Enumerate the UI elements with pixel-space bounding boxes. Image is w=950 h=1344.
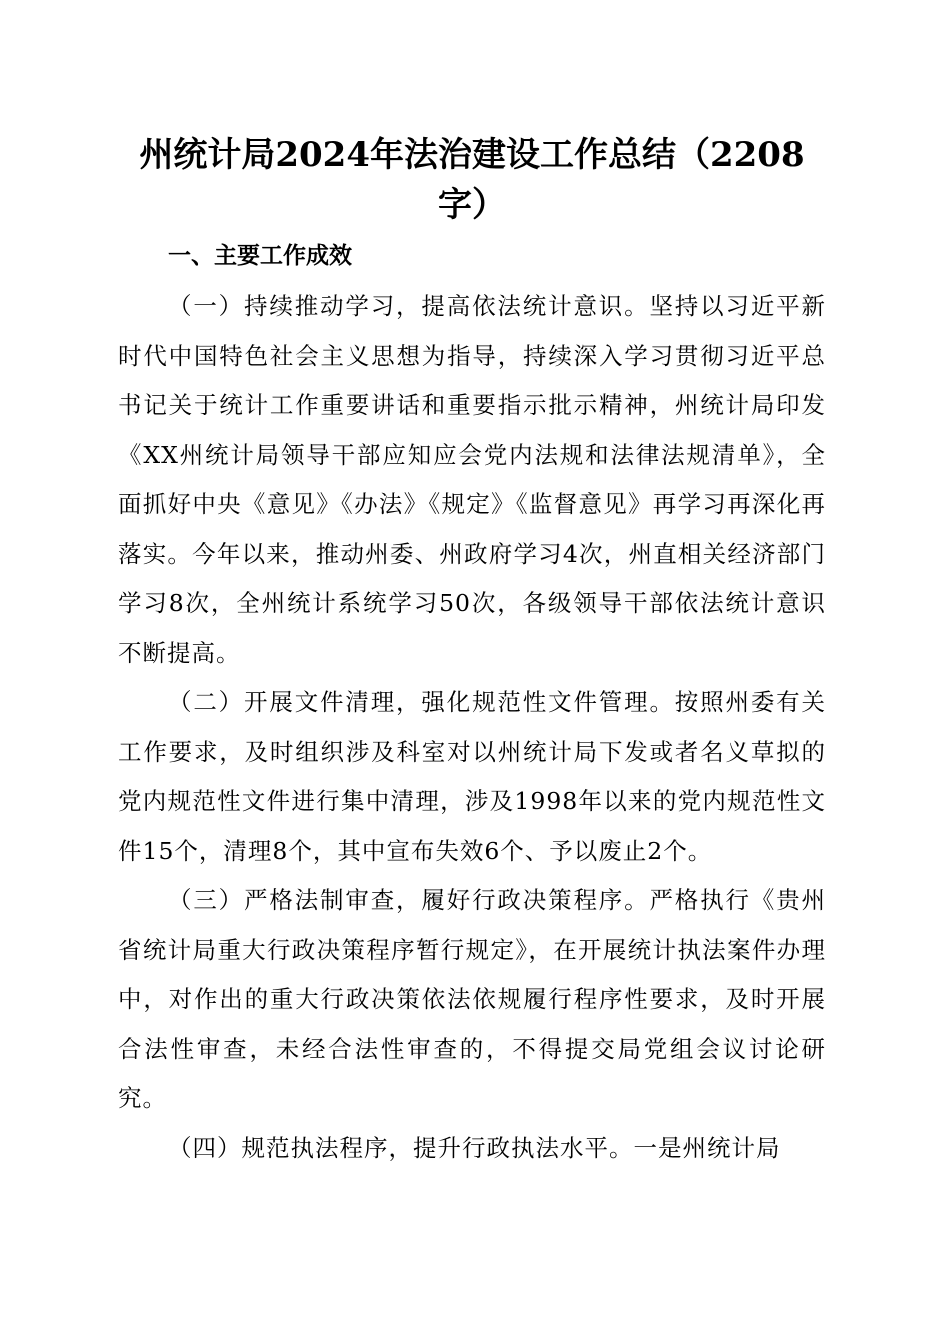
document-title: 州统计局2024年法治建设工作总结（2208字） [139, 135, 805, 225]
section-heading: 一、主要工作成效 [168, 243, 352, 269]
paragraph-1: （一）持续推动学习，提高依法统计意识。坚持以习近平新时代中国特色社会主义思想为指导，持续深入学习贯彻习近平总书记关于统计工作重要讲话和重要指示批示精神，州统计局印发《XX州统计局领导干部应知应会党内法规和法律法规清单》，全面抓好中央《意见》《办法》《规定》《监督意见》再学习再深化再落实。今年以来，推动州委、州政府学习4次，州直相关经济部门学习8次，全州统计系统学习50次，各级领导干部依法统计意识不断提高。 [118, 292, 826, 667]
document-page [118, 130, 826, 1173]
paragraph-4: （四）规范执法程序，提升行政执法水平。一是州统计局 [168, 1133, 781, 1162]
paragraph-3: （三）严格法制审查，履好行政决策程序。严格执行《贵州省统计局重大行政决策程序暂行规定》，在开展统计执法案件办理中，对作出的重大行政决策依法依规履行程序性要求，及时开展合法性审查，未经合法性审查的，不得提交局党组会议讨论研究。 [118, 886, 826, 1112]
paragraph-2: （二）开展文件清理，强化规范性文件管理。按照州委有关工作要求，及时组织涉及科室对以州统计局下发或者名义草拟的党内规范性文件进行集中清理，涉及1998年以来的党内规范性文件15个，清理8个，其中宣布失效6个、予以废止2个。 [118, 688, 826, 865]
